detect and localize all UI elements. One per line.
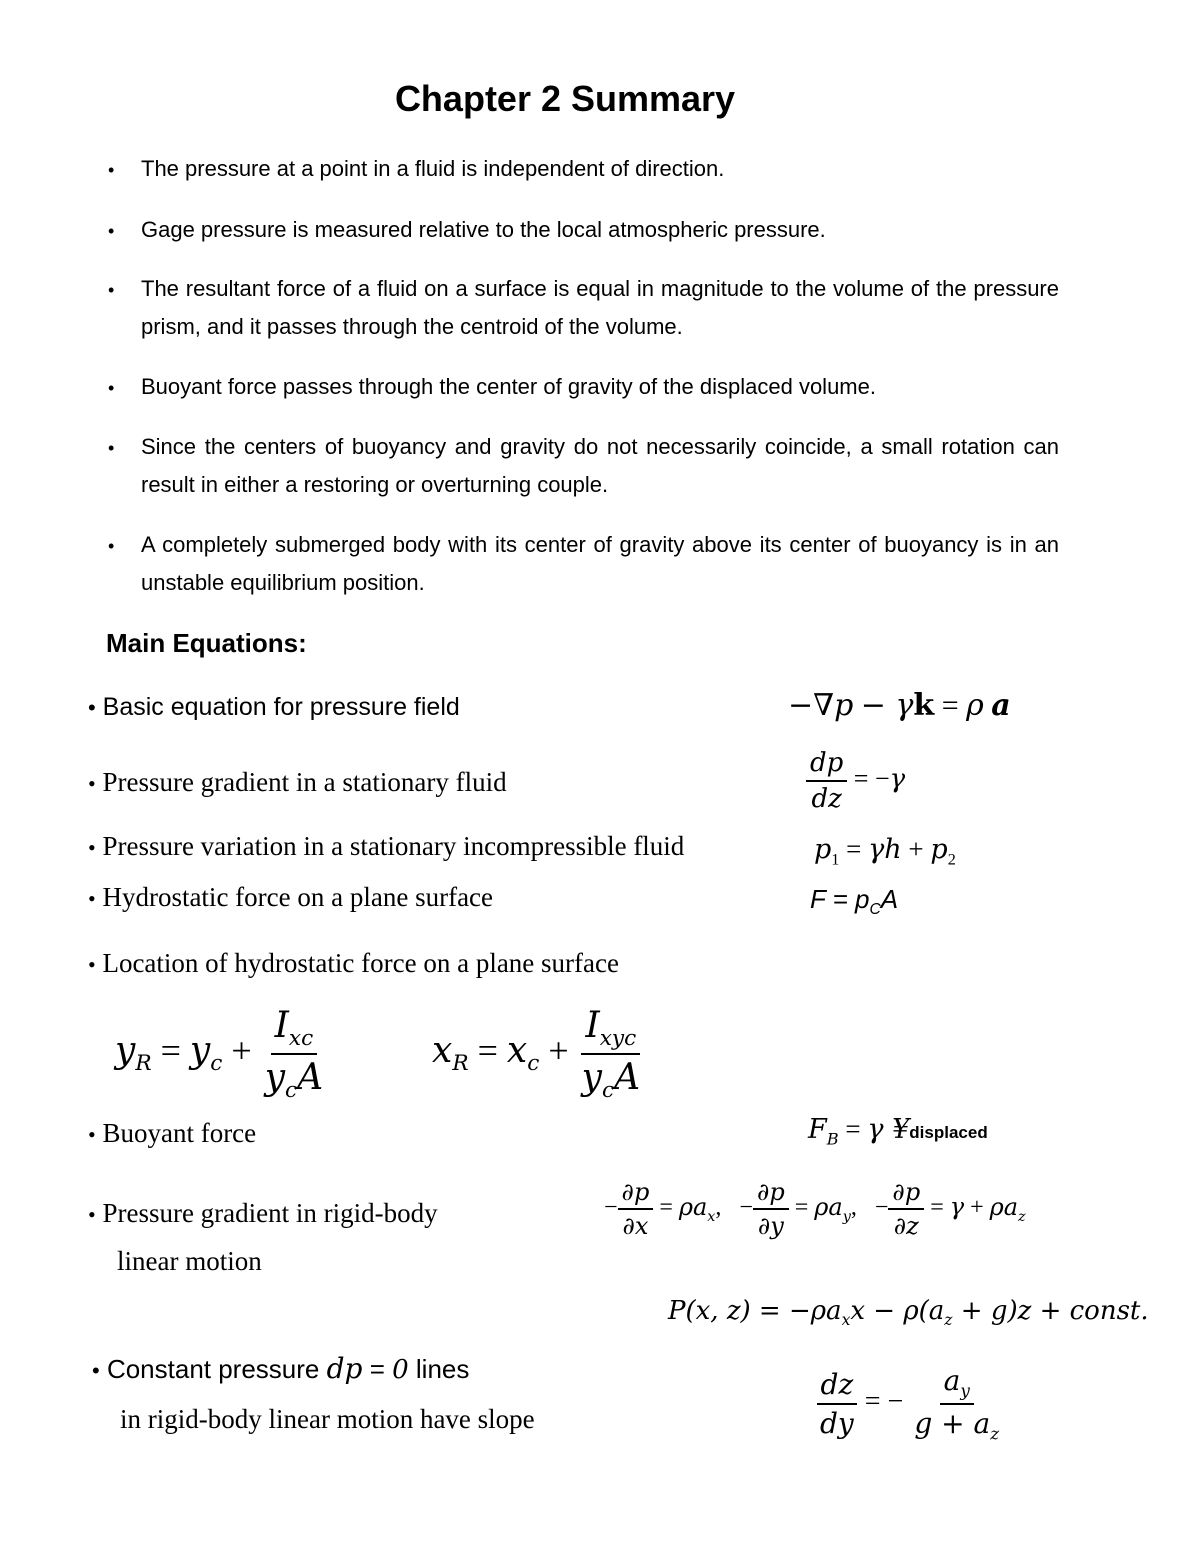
summary-bullet-2: Gage pressure is measured relative to the local atmospheric pressure. (141, 217, 826, 242)
bullet-dot: • (92, 1358, 100, 1383)
equation-constant-pressure-slope: $\frac{dz}{dy}$ = − $\frac{a_y}{g + a_z}$ (816, 1364, 1003, 1443)
displaced-subscript: displaced (909, 1123, 988, 1142)
equation-buoyant-force: $F_B = \gamma$ ¥displaced (808, 1114, 988, 1149)
equation-label-buoyant (88, 1118, 256, 1149)
bullet-dot: • (88, 886, 96, 911)
equation-label-hydrostatic (88, 882, 493, 913)
equation-pressure-distribution: P(x, $z) = -\rho a_xx - \rho(a_z + g)z$ + const. (668, 1296, 1149, 1330)
label-text: Buoyant force (102, 1118, 257, 1148)
bullet-dot: • (108, 438, 115, 458)
bullet-dot: • (88, 1122, 96, 1147)
equation-basic-pressure-field: −∇p − γk = ρ a (788, 688, 1011, 723)
label-text: Pressure gradient in rigid-body (102, 1198, 438, 1228)
bullet-dot: • (88, 835, 96, 860)
bullet-dot: • (108, 280, 115, 300)
bullet-dot: • (88, 695, 96, 720)
summary-bullet-3: The resultant force of a fluid on a surface is equal in magnitude to the volume of the pressure prism, and it passes through the centroid of the volume. (141, 276, 1059, 339)
equation-label-gradient (88, 767, 507, 798)
equation-label-location (88, 948, 619, 979)
summary-bullet-4: Buoyant force passes through the center of gravity of the displaced volume. (141, 374, 876, 399)
equation-yR: $y_R = y_c$ + $\frac{I_{xc}}{y_cA}$ (115, 1005, 324, 1104)
bullet-dot: • (108, 378, 115, 398)
equation-label-rigid-line2: linear motion (117, 1246, 262, 1276)
equation-label-constant: • Constant pressure dp = 0 lines (92, 1352, 470, 1385)
equation-hydrostatic-force: $F = p_CA$ (810, 884, 899, 919)
equation-incompressible-variation: $p_1 = \gamma h + p_2$ (814, 834, 956, 869)
label-text: Constant pressure (106, 1354, 320, 1384)
bullet-dot: • (108, 221, 115, 241)
main-equations-heading: Main Equations: (106, 628, 307, 658)
const-term: const. (1069, 1296, 1149, 1326)
label-text: Pressure gradient in a stationary fluid (102, 767, 507, 797)
summary-bullet-5: Since the centers of buoyancy and gravity do not necessarily coincide, a small rotation can result in either a restoring or overturning couple. (141, 434, 1059, 497)
summary-bullet-6: A completely submerged body with its center of gravity above its center of buoyancy is in an unstable equilibrium position. (141, 532, 1059, 595)
equation-label-basic (88, 693, 460, 722)
bullet-dot: • (108, 536, 115, 556)
equation-label-variation (88, 831, 684, 862)
label-text-b: lines (415, 1354, 470, 1384)
equation-label-rigid (88, 1198, 438, 1229)
bullet-dot: • (108, 160, 115, 180)
equation-stationary-gradient: $\frac{dp}{dz}$ = −γ (806, 748, 905, 814)
equation-rigid-body-gradients: − $\frac{\partial p}{\partial x}$ = $\rho a_x$, − $\frac{\partial p}{\partial y}$ = $\rho a_y$, − $\frac{\partial p}{\partial z}$ = $\gamma + \rho a_z$ (604, 1178, 1026, 1240)
summary-bullet-1: The pressure at a point in a fluid is independent of direction. (141, 156, 725, 181)
bullet-dot: • (88, 1202, 96, 1227)
bullet-dot: • (88, 771, 96, 796)
bullet-dot: • (88, 952, 96, 977)
equation-label-constant-line2: in rigid-body linear motion have slope (120, 1404, 535, 1434)
label-text: Basic equation for pressure field (102, 693, 460, 721)
equation-xR: $x_R = x_c$ + $\frac{I_{xyc}}{y_cA}$ (432, 1005, 641, 1104)
page-title: Chapter 2 Summary (394, 78, 736, 119)
label-text: Hydrostatic force on a plane surface (102, 882, 494, 912)
label-text: Location of hydrostatic force on a plane surface (102, 948, 619, 978)
label-text: Pressure variation in a stationary incompressible fluid (102, 831, 685, 861)
